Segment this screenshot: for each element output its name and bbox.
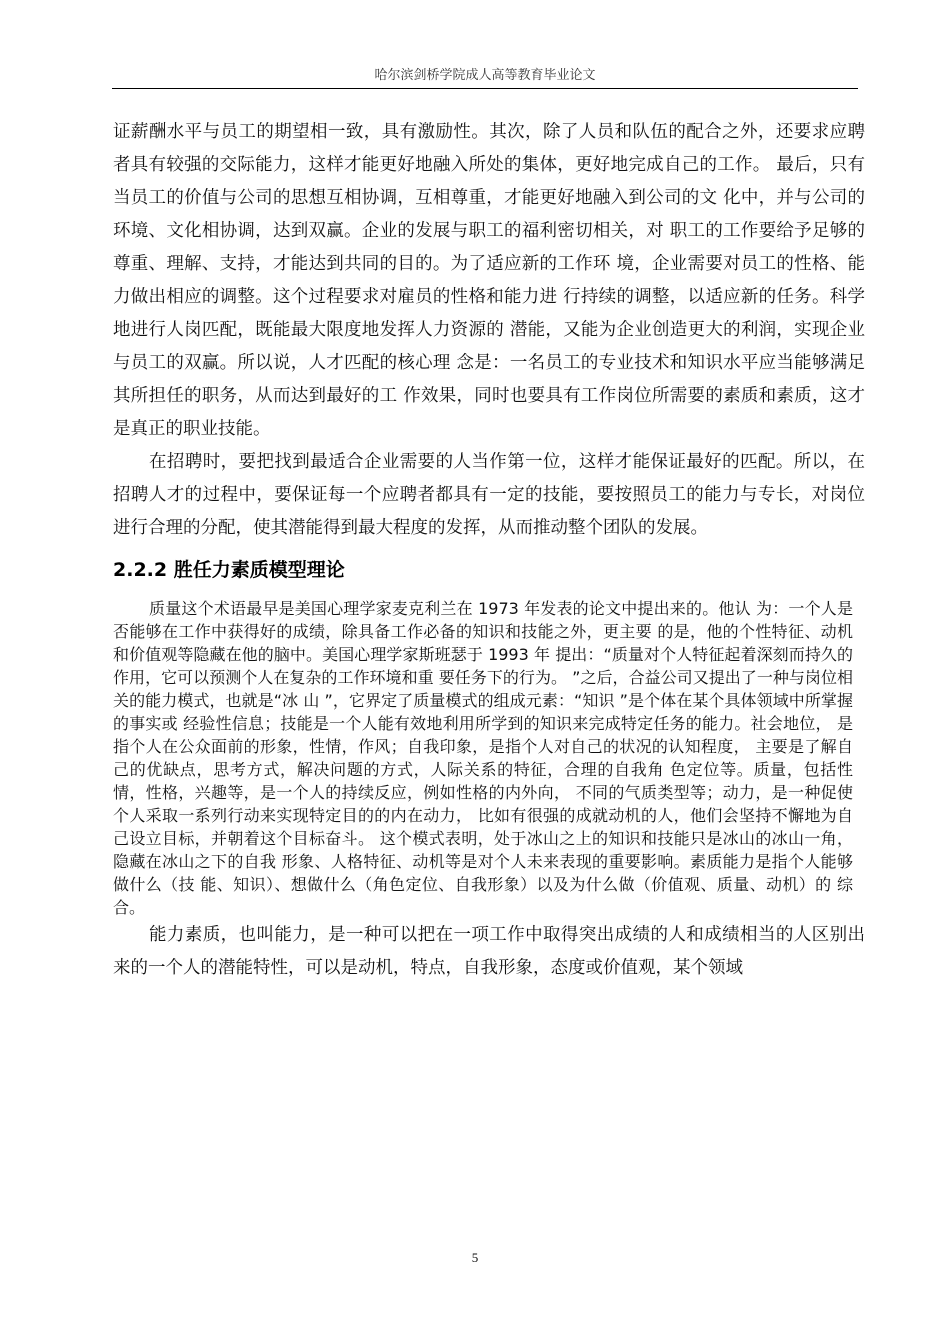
header-divider bbox=[112, 88, 858, 89]
page-number: 5 bbox=[471, 1250, 479, 1265]
page-content bbox=[113, 116, 865, 985]
paragraph-4: 能力素质，也叫能力，是一种可以把在一项工作中取得突出成绩的人和成绩相当的人区别出来的一个人的潜能特性，可以是动机，特点，自我形象，态度或价值观，某个领域 bbox=[113, 925, 865, 978]
section-heading: 2.2.2 胜任力素质模型理论 bbox=[113, 559, 345, 581]
paragraph-1: 证薪酬水平与员工的期望相一致，具有激励性。其次，除了人员和队伍的配合之外，还要求应聘者具有较强的交际能力，这样才能更好地融入所处的集体，更好地完成自己的工作。 最后，只有当员工的价值与公司的思想互相协调，互相尊重，才能更好地融入到公司的文 化中，并与公司的环境、文化相协调，达到双赢。企业的发展与职工的福利密切相关，对 职工的工作要给予足够的尊重、理解、支持，才能达到共同的目的。为了适应新的工作环 境，企业需要对员工的性格、能力做出相应的调整。这个过程要求对雇员的性格和能力进 行持续的调整，以适应新的任务。科学地进行人岗匹配，既能最大限度地发挥人力资源的 潜能，又能为企业创造更大的利润，实现企业与员工的双赢。所以说，人才匹配的核心理 念是：一名员工的专业技术和知识水平应当能够满足其所担任的职务，从而达到最好的工 作效果，同时也要具有工作岗位所需要的素质和素质，这才是真正的职业技能。 bbox=[113, 122, 865, 439]
paragraph-3: 质量这个术语最早是美国心理学家麦克利兰在 1973 年发表的论文中提出来的。他认 为：一个人是否能够在工作中获得好的成绩，除具备工作必备的知识和技能之外，更主要 的是，他的个性特征、动机和价值观等隐藏在他的脑中。美国心理学家斯班瑟于 1993 年 提出：“质量对个人特征起着深刻而持久的作用，它可以预测个人在复杂的工作环境和重 要任务下的行为。 ”之后，合益公司又提出了一种与岗位相关的能力模式，也就是“冰 山 ”，它界定了质量模式的组成元素：“知识 ”是个体在某个具体领域中所掌握的事实或 经验性信息；技能是一个人能有效地利用所学到的知识来完成特定任务的能力。社会地位， 是指个人在公众面前的形象，性情，作风；自我印象，是指个人对自己的状况的认知程度， 主要是了解自己的优缺点，思考方式，解决问题的方式，人际关系的特征，合理的自我角 色定位等。质量，包括性情，性格，兴趣等，是一个人的持续反应，例如性格的内外向， 不同的气质类型等；动力，是一种促使个人采取一系列行动来实现特定目的的内在动力， 比如有很强的成就动机的人，他们会坚持不懈地为自己设立目标，并朝着这个目标奋斗。 这个模式表明，处于冰山之上的知识和技能只是冰山的冰山一角，隐藏在冰山之下的自我 形象、人格特征、动机等是对个人未来表现的重要影响。素质能力是指个人能够做什么（技 能、知识）、想做什么（角色定位、自我形象）以及为什么做（价值观、质量、动机）的 综合。 bbox=[113, 599, 853, 917]
page-header: 哈尔滨剑桥学院成人高等教育毕业论文 bbox=[374, 68, 596, 83]
paragraph-2: 在招聘时，要把找到最适合企业需要的人当作第一位，这样才能保证最好的匹配。所以，在招聘人才的过程中，要保证每一个应聘者都具有一定的技能，要按照员工的能力与专长，对岗位进行合理的分配，使其潜能得到最大程度的发挥，从而推动整个团队的发展。 bbox=[113, 452, 865, 538]
